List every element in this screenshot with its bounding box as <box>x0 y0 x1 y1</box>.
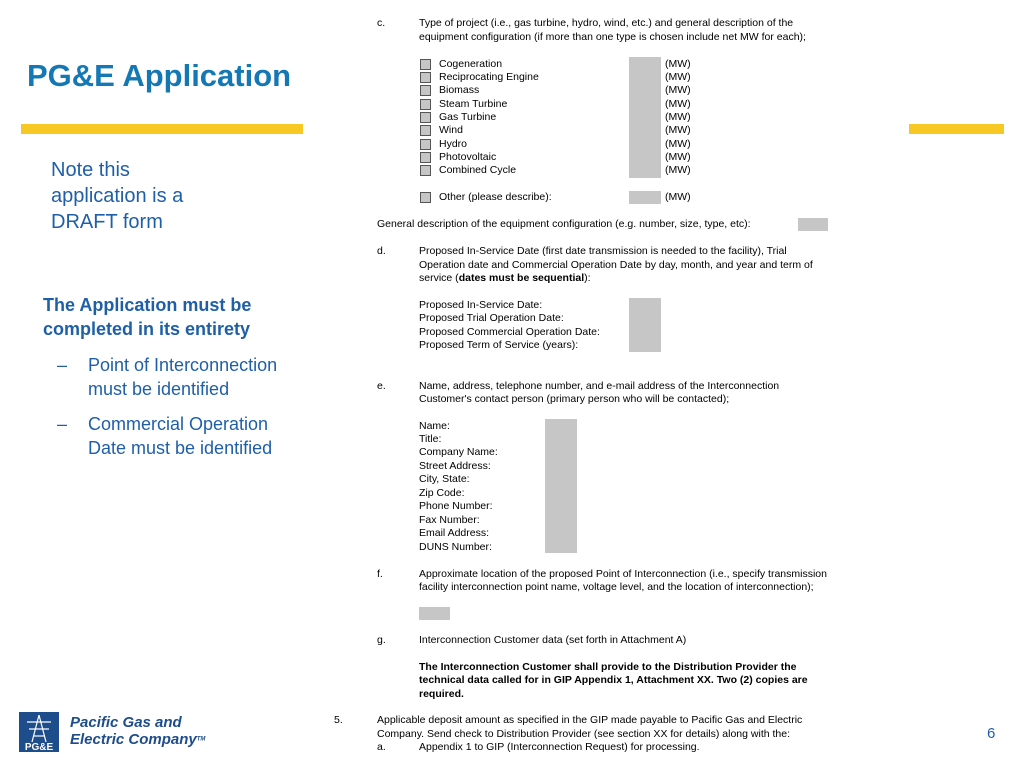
contact-field-label: Street Address: <box>419 460 491 472</box>
mw-unit: (MW) <box>665 71 691 83</box>
item-5-number: 5. <box>334 714 343 726</box>
item-d-line-text: ): <box>584 272 591 284</box>
item-g-letter: g. <box>377 634 386 646</box>
other-checkbox[interactable] <box>420 192 431 203</box>
item-d-letter: d. <box>377 245 386 257</box>
sub-bullet-interconnection <box>57 353 307 401</box>
company-name-line: Pacific Gas and <box>70 714 182 731</box>
item-g-bold-line: The Interconnection Customer shall provide to the Distribution Provider the <box>419 661 797 673</box>
option-label: Wind <box>439 124 463 136</box>
other-mw-input[interactable] <box>629 191 661 204</box>
date-field-label: Proposed Commercial Operation Date: <box>419 326 600 338</box>
photovoltaic-checkbox[interactable] <box>420 152 431 163</box>
contact-input-column[interactable] <box>545 419 577 553</box>
mw-unit: (MW) <box>665 98 691 110</box>
option-label: Combined Cycle <box>439 164 517 176</box>
item-5a-line: Appendix 1 to GIP (Interconnection Request) for processing. <box>419 741 700 753</box>
item-5-line: Company. Send check to Distribution Provider (see section XX for details) along with the: <box>377 728 791 740</box>
sub-bullet-line: Commercial Operation <box>88 414 269 434</box>
note-line: DRAFT form <box>51 211 163 233</box>
option-label: Photovoltaic <box>439 151 497 163</box>
item-e-line: Name, address, telephone number, and e-mail address of the Interconnection <box>419 380 780 392</box>
biomass-checkbox[interactable] <box>420 85 431 96</box>
general-description-label: General description of the equipment configuration (e.g. number, size, type, etc): <box>377 218 751 230</box>
sub-bullet-list <box>57 412 307 460</box>
contact-field-label: City, State: <box>419 473 470 485</box>
contact-field-label: Name: <box>419 420 450 432</box>
reciprocating-engine-checkbox[interactable] <box>420 72 431 83</box>
mw-unit: (MW) <box>665 58 691 70</box>
mw-unit: (MW) <box>665 84 691 96</box>
item-d-line <box>419 272 591 285</box>
date-field-label: Proposed Trial Operation Date: <box>419 312 564 324</box>
option-label: Hydro <box>439 138 468 150</box>
draft-note <box>51 157 251 235</box>
mw-unit: (MW) <box>665 124 691 136</box>
contact-field-label: Company Name: <box>419 446 498 458</box>
item-5a-letter: a. <box>377 741 386 753</box>
contact-field-label: Phone Number: <box>419 500 493 512</box>
option-label: Gas Turbine <box>439 111 497 123</box>
item-d-line: Proposed In-Service Date (first date transmission is needed to the facility), Trial <box>419 245 787 257</box>
contact-field-label: Zip Code: <box>419 487 465 499</box>
bullet-heading-line: The Application must be <box>43 295 252 315</box>
trademark-mark: TM <box>196 736 206 743</box>
sub-bullet-commercial-operation <box>57 412 307 460</box>
mw-unit: (MW) <box>665 151 691 163</box>
date-field-label: Proposed In-Service Date: <box>419 299 543 311</box>
gold-divider-right <box>909 124 1004 134</box>
date-field-label: Proposed Term of Service (years): <box>419 339 579 351</box>
option-label: Cogeneration <box>439 58 503 70</box>
gas-turbine-checkbox[interactable] <box>420 112 431 123</box>
company-name-line <box>70 731 205 749</box>
date-input-column[interactable] <box>629 298 661 352</box>
item-e-letter: e. <box>377 380 386 392</box>
sub-bullet-line: must be identified <box>88 379 230 399</box>
sub-bullet-line: Date must be identified <box>88 438 273 458</box>
item-g-bold-line: required. <box>419 688 464 700</box>
note-line: application is a <box>51 185 184 207</box>
item-c-letter: c. <box>377 17 386 29</box>
page-title: PG&E Application <box>27 58 292 93</box>
item-c-line: Type of project (i.e., gas turbine, hydro, wind, etc.) and general description of the <box>419 17 794 29</box>
sequential-emphasis: dates must be sequential <box>458 272 585 284</box>
option-label: Biomass <box>439 84 480 96</box>
item-g-bold-line: technical data called for in GIP Appendix 1, Attachment XX. Two (2) copies are <box>419 674 808 686</box>
cogeneration-checkbox[interactable] <box>420 59 431 70</box>
mw-unit: (MW) <box>665 164 691 176</box>
hydro-checkbox[interactable] <box>420 139 431 150</box>
other-label: Other (please describe): <box>439 191 552 203</box>
gold-divider-left <box>21 124 303 134</box>
dash-marker: – <box>57 355 68 375</box>
bullet-heading-line: completed in its entirety <box>43 319 251 339</box>
general-description-input[interactable] <box>798 218 828 231</box>
mw-unit: (MW) <box>665 111 691 123</box>
interconnection-location-input[interactable] <box>419 607 450 620</box>
item-d-line: Operation date and Commercial Operation Date by day, month, and year and term of <box>419 259 813 271</box>
sub-bullet-line: Point of Interconnection <box>88 355 278 375</box>
slide-number: 6 <box>987 725 996 742</box>
mw-unit: (MW) <box>665 138 691 150</box>
contact-field-label: Title: <box>419 433 442 445</box>
contact-field-label: DUNS Number: <box>419 541 492 553</box>
sub-bullet-list <box>57 353 307 401</box>
logo-monogram: PG&E <box>24 742 54 752</box>
item-f-letter: f. <box>377 568 383 580</box>
company-name <box>70 714 205 749</box>
mw-input-column[interactable] <box>629 57 661 178</box>
item-c-line: equipment configuration (if more than one type is chosen include net MW for each); <box>419 31 806 43</box>
note-line: Note this <box>51 159 130 181</box>
item-e-line: Customer's contact person (primary person who will be contacted); <box>419 393 730 405</box>
option-label: Steam Turbine <box>439 98 508 110</box>
wind-checkbox[interactable] <box>420 125 431 136</box>
contact-field-label: Email Address: <box>419 527 490 539</box>
option-label: Reciprocating Engine <box>439 71 539 83</box>
item-5-line: Applicable deposit amount as specified in the GIP made payable to Pacific Gas and Electric <box>377 714 803 726</box>
item-d-line-text: service ( <box>419 272 459 284</box>
company-name-text: Electric Company <box>70 731 197 748</box>
item-f-line: facility interconnection point name, voltage level, and the location of interconnection); <box>419 581 814 593</box>
dash-marker: – <box>57 414 68 434</box>
item-f-line: Approximate location of the proposed Point of Interconnection (i.e., specify transmission <box>419 568 827 580</box>
mw-unit: (MW) <box>665 191 691 203</box>
pge-logo <box>19 712 59 752</box>
bullet-heading <box>43 293 305 341</box>
item-g-line: Interconnection Customer data (set forth in Attachment A) <box>419 634 687 646</box>
steam-turbine-checkbox[interactable] <box>420 99 431 110</box>
contact-field-label: Fax Number: <box>419 514 480 526</box>
combined-cycle-checkbox[interactable] <box>420 165 431 176</box>
